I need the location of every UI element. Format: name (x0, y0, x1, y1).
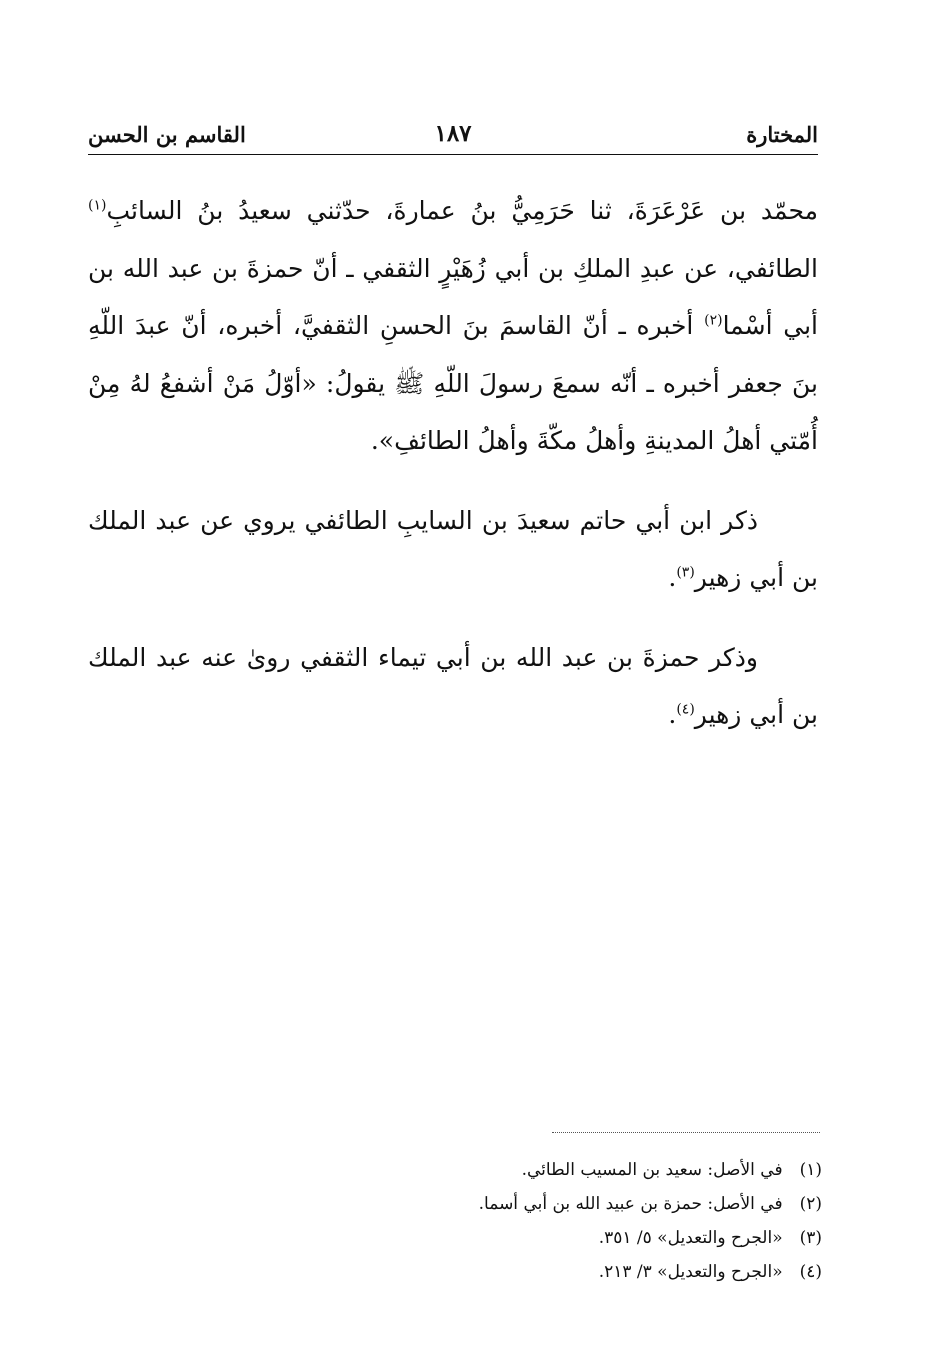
footnotes (300, 1153, 822, 1289)
running-header (88, 118, 818, 154)
note-2-end: . (668, 700, 677, 729)
footnote-text: «الجرح والتعديل» ٣/ ٢١٣. (598, 1262, 783, 1282)
paragraph-hadith (88, 182, 818, 470)
book-title: المختارة (746, 122, 818, 147)
note-1-end: . (668, 563, 677, 592)
page-number: ١٨٧ (434, 120, 472, 147)
footnote-text: «الجرح والتعديل» ٥/ ٣٥١. (598, 1228, 783, 1248)
note-1-text: ذكر ابن أبي حاتم سعيدَ بن السايبِ الطائفي يروي عن عبد الملك بن أبي زهير (88, 505, 818, 592)
main-text (88, 182, 818, 744)
footnote-number: (٢) (799, 1194, 822, 1214)
footnote-4 (300, 1255, 822, 1289)
footnote-number: (١) (799, 1160, 822, 1180)
header-rule (88, 154, 818, 155)
paragraph-note-2 (88, 629, 818, 744)
footnote-ref-2: (٢) (704, 312, 723, 329)
footnote-number: (٤) (799, 1262, 822, 1282)
footnote-ref-1: (١) (88, 197, 107, 214)
footnote-text: في الأصل: سعيد بن المسيب الطائي. (521, 1160, 783, 1180)
footnote-separator (552, 1132, 820, 1133)
chapter-title: القاسم بن الحسن (88, 122, 246, 147)
footnote-ref-3: (٣) (676, 564, 695, 581)
hadith-text-part-2: الطائفي، عن عبدِ الملكِ بن أبي زُهَيْرٍ الثقفي ـ أنّ حمزةَ بن عبد الله بن أبي أسْما (88, 253, 818, 340)
hadith-text-part-3: أخبره ـ أنّ القاسمَ بنَ الحسنِ الثقفيَّ، أخبره، أنّ عبدَ اللّهِ بنَ جعفر أخبره ـ أنّه سمعَ رسولَ اللّهِ ﷺ يقولُ: «أوّلُ مَنْ أشفعُ لهُ مِنْ أُمّتي أهلُ المدينةِ وأهلُ مكّةَ وأهلُ الطائفِ». (88, 311, 818, 455)
footnote-1 (300, 1153, 822, 1187)
footnote-ref-4: (٤) (676, 701, 695, 718)
hadith-text-part-1: محمّد بن عَرْعَرَةَ، ثنا حَرَمِيُّ بنُ عمارةَ، حدّثني سعيدُ بنُ السائبِ (106, 196, 818, 225)
footnote-3 (300, 1221, 822, 1255)
footnote-number: (٣) (799, 1228, 822, 1248)
paragraph-note-1 (88, 492, 818, 607)
footnote-text: في الأصل: حمزة بن عبيد الله بن أبي أسما. (478, 1194, 783, 1214)
footnote-2 (300, 1187, 822, 1221)
note-2-text: وذكر حمزةَ بن عبد الله بن أبي تيماء الثقفي روىٰ عنه عبد الملك بن أبي زهير (88, 642, 818, 729)
